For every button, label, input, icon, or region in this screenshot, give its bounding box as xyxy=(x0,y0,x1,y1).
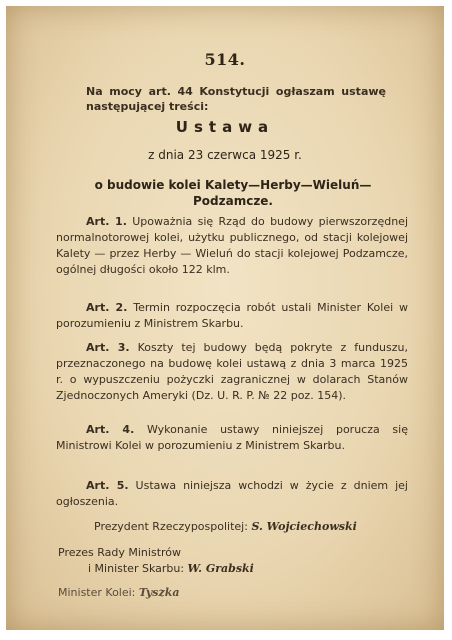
article-3-text: Koszty tej budowy będą pokryte z funduszu, przeznaczonego na budowę kolei ustawą z dnia 3 marca 1925 r. o wypuszczeniu pożyczki zagranicznej w dolarach Stanów Zjednoczonych Ameryki (Dz. U. R. P. № 22 poz. 154). xyxy=(56,341,408,402)
article-4-paragraph xyxy=(56,422,408,454)
signature-railways-minister xyxy=(58,586,179,599)
article-2 xyxy=(56,300,408,332)
article-1 xyxy=(56,214,408,278)
act-title: Ustawa xyxy=(175,118,275,136)
article-3-paragraph xyxy=(56,340,408,404)
article-5 xyxy=(56,478,408,510)
premier-role-line-1: Prezes Rady Ministrów xyxy=(58,546,182,559)
railways-role: Minister Kolei: xyxy=(58,586,136,599)
signature-premier-role xyxy=(58,546,181,559)
document-page xyxy=(6,6,444,630)
article-5-text: Ustawa niniejsza wchodzi w życie z dniem jej ogłoszenia. xyxy=(56,479,408,508)
article-1-paragraph xyxy=(56,214,408,278)
document-number: 514. xyxy=(204,50,246,69)
railways-name: Tyszka xyxy=(138,586,180,599)
article-2-label: Art. 2. xyxy=(86,301,128,314)
article-4 xyxy=(56,422,408,454)
act-subject: o budowie kolei Kalety—Herby—Wieluń—Podzamcze. xyxy=(94,178,372,208)
article-1-text: Upoważnia się Rząd do budowy pierwszorzędnej normalnotorowej kolei, użytku publicznego, od stacji kolejowej Kalety — przez Herby — Wieluń do stacji kolejowej Podzamcze, ogólnej długości około 122 klm. xyxy=(56,215,408,276)
article-3-label: Art. 3. xyxy=(86,341,130,354)
act-date: z dnia 23 czerwca 1925 r. xyxy=(148,148,302,162)
article-5-label: Art. 5. xyxy=(86,479,129,492)
president-name: S. Wojciechowski xyxy=(251,520,357,533)
signature-president xyxy=(94,520,357,533)
signature-premier xyxy=(88,562,254,575)
article-5-paragraph xyxy=(56,478,408,510)
article-4-label: Art. 4. xyxy=(86,423,135,436)
president-role: Prezydent Rzeczypospolitej: xyxy=(94,520,248,533)
article-2-text: Termin rozpoczęcia robót ustali Minister Kolei w porozumieniu z Ministrem Skarbu. xyxy=(56,301,408,330)
premier-name: W. Grabski xyxy=(187,562,254,575)
promulgation-intro: Na mocy art. 44 Konstytucji ogłaszam ustawę następującej treści: xyxy=(86,85,386,113)
article-2-paragraph xyxy=(56,300,408,332)
article-3 xyxy=(56,340,408,404)
article-1-label: Art. 1. xyxy=(86,215,127,228)
premier-role-line-2: i Minister Skarbu: xyxy=(88,562,185,575)
article-4-text: Wykonanie ustawy niniejszej porucza się Ministrowi Kolei w porozumieniu z Ministrem Skarbu. xyxy=(56,423,408,452)
